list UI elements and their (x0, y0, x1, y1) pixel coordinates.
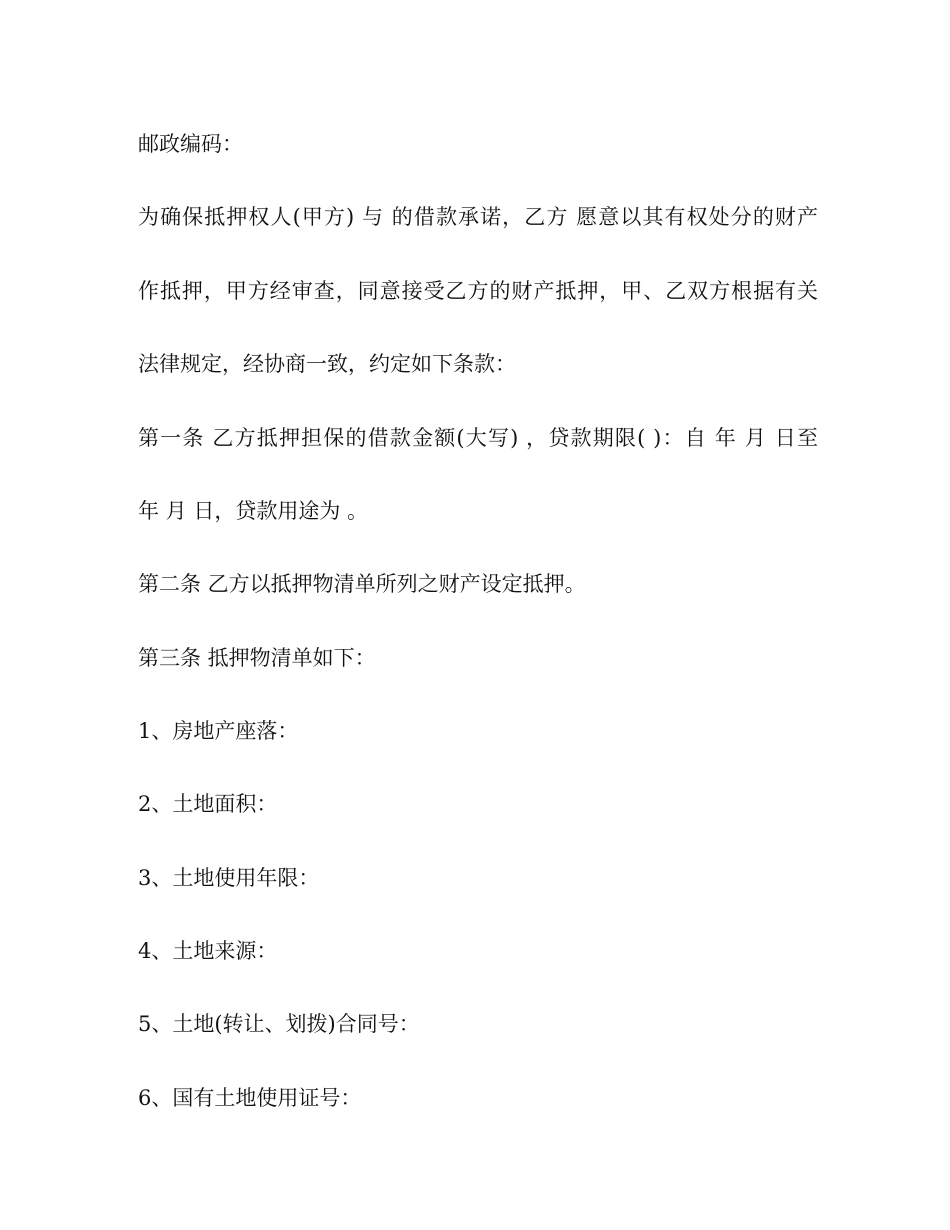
preamble-line-3: 法律规定，经协商一致，约定如下条款： (138, 352, 516, 376)
preamble-line-1: 为确保抵押权人(甲方) 与 的借款承诺，乙方 愿意以其有权处分的财产 (138, 205, 818, 229)
article-1-line-2: 年 月 日，贷款用途为 。 (138, 499, 369, 523)
list-item-2: 2、土地面积： (138, 792, 278, 816)
article-3-line: 第三条 抵押物清单如下： (138, 646, 376, 670)
article-2-line: 第二条 乙方以抵押物清单所列之财产设定抵押。 (138, 572, 586, 596)
postal-code-line: 邮政编码： (138, 132, 243, 156)
list-item-1: 1、房地产座落： (138, 719, 299, 743)
list-item-4: 4、土地来源： (138, 939, 278, 963)
preamble-line-2: 作抵押，甲方经审查，同意接受乙方的财产抵押，甲、乙双方根据有关 (138, 279, 818, 303)
article-1-line-1: 第一条 乙方抵押担保的借款金额(大写) ，贷款期限( )：自 年 月 日至 (138, 426, 818, 450)
list-item-5: 5、土地(转让、划拨)合同号： (138, 1012, 420, 1036)
list-item-3: 3、土地使用年限： (138, 866, 320, 890)
list-item-6: 6、国有土地使用证号： (138, 1086, 362, 1110)
